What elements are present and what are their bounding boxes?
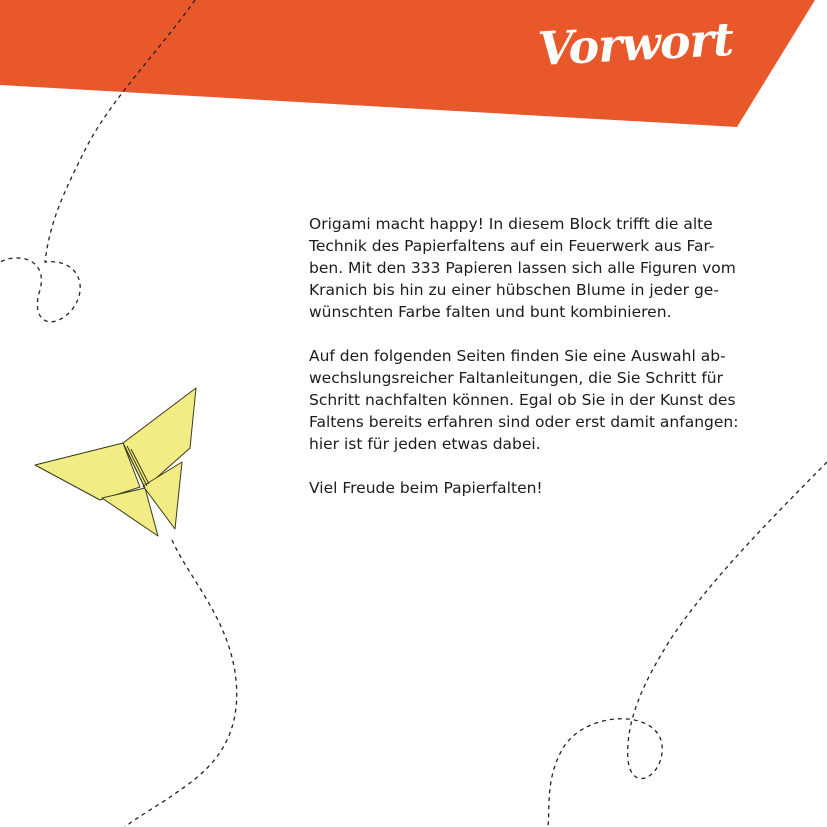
text-line: ben. Mit den 333 Papieren lassen sich alle Figuren vom: [309, 259, 736, 277]
intro-paragraph: [309, 213, 769, 323]
intro-paragraph: [309, 345, 769, 455]
text-line: Technik des Papierfaltens auf ein Feuerwerk aus Far-: [309, 237, 715, 255]
text-line: Auf den folgenden Seiten finden Sie eine Auswahl ab-: [309, 347, 726, 365]
text-line: Origami macht happy! In diesem Block trifft die alte: [309, 215, 713, 233]
text-line: Faltens bereits erfahren sind oder erst damit anfangen:: [309, 413, 739, 431]
origami-butterfly: [35, 388, 196, 536]
page-title: Vorwort: [536, 11, 735, 76]
text-line: Kranich bis hin zu einer hübschen Blume in jeder ge-: [309, 281, 719, 299]
intro-paragraph: [309, 477, 769, 499]
text-line: Viel Freude beim Papierfalten!: [309, 479, 543, 497]
text-line: Schritt nachfalten können. Egal ob Sie in der Kunst des: [309, 391, 736, 409]
text-line: wünschten Farbe falten und bunt kombinieren.: [309, 303, 672, 321]
flight-path-butterfly: [125, 540, 237, 827]
text-line: hier ist für jeden etwas dabei.: [309, 435, 541, 453]
text-line: wechslungsreicher Faltanleitungen, die Sie Schritt für: [309, 369, 723, 387]
butterfly-left-wing: [35, 443, 140, 500]
intro-text: [309, 213, 769, 521]
